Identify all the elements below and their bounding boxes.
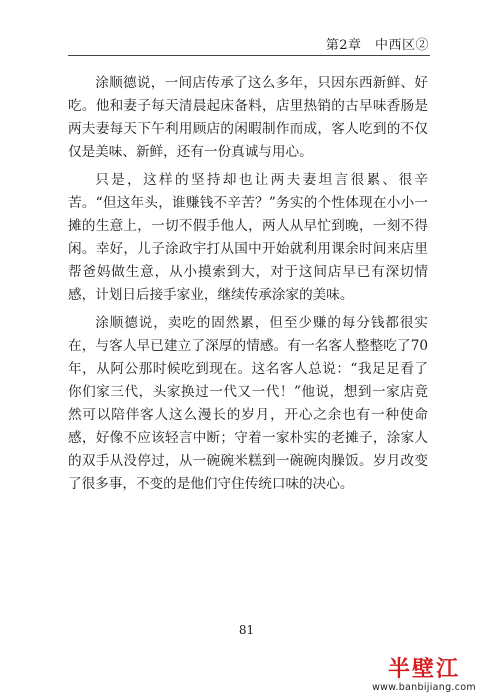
paragraph-2: 只是，这样的坚持却也让两夫妻坦言很累、很辛苦。“但这年头，谁赚钱不辛苦？”务实的个性体现在小小一摊的生意上，一切不假手他人，两人从早忙到晚，一刻不得闲。幸好，儿子涂政宇打从国中开始就利用课余时间来店里帮爸妈做生意，从小摸索到大，对于这间店早已有深切情感，计划日后接手家业，继续传承涂家的美味。 [68,172,428,303]
watermark-url: www.banbijiang.com [372,682,476,693]
page-number: 81 [238,623,255,637]
body-text [68,72,428,501]
watermark-logo: 半壁江 [387,657,460,682]
paragraph-3: 涂顺德说，卖吃的固然累，但至少赚的每分钱都很实在，与客人早已建立了深厚的情感。有一名客人整整吃了70年，从阿公那时候吃到现在。这名客人总说：“我足足看了你们家三代，头家换过一代又一代！”他说，想到一家店竟然可以陪伴客人这么漫长的岁月，开心之余也有一种使命感，好像不应该轻言中断；守着一家朴实的老摊子，涂家人的双手从没停过，从一碗碗米糕到一碗碗肉臊饭。岁月改变了很多事，不变的是他们守住传统口味的决心。 [68,315,428,492]
running-header-chapter-title: 第2章 中西区② [325,38,429,53]
header-divider [68,55,430,56]
paragraph-1: 涂顺德说，一间店传承了这么多年，只因东西新鲜、好吃。他和妻子每天清晨起床备料，店里热销的古早味香肠是两夫妻每天下午利用顾店的闲暇制作而成，客人吃到的不仅仅是美味、新鲜，还有一份真诚与用心。 [68,75,428,160]
watermark [365,658,483,694]
